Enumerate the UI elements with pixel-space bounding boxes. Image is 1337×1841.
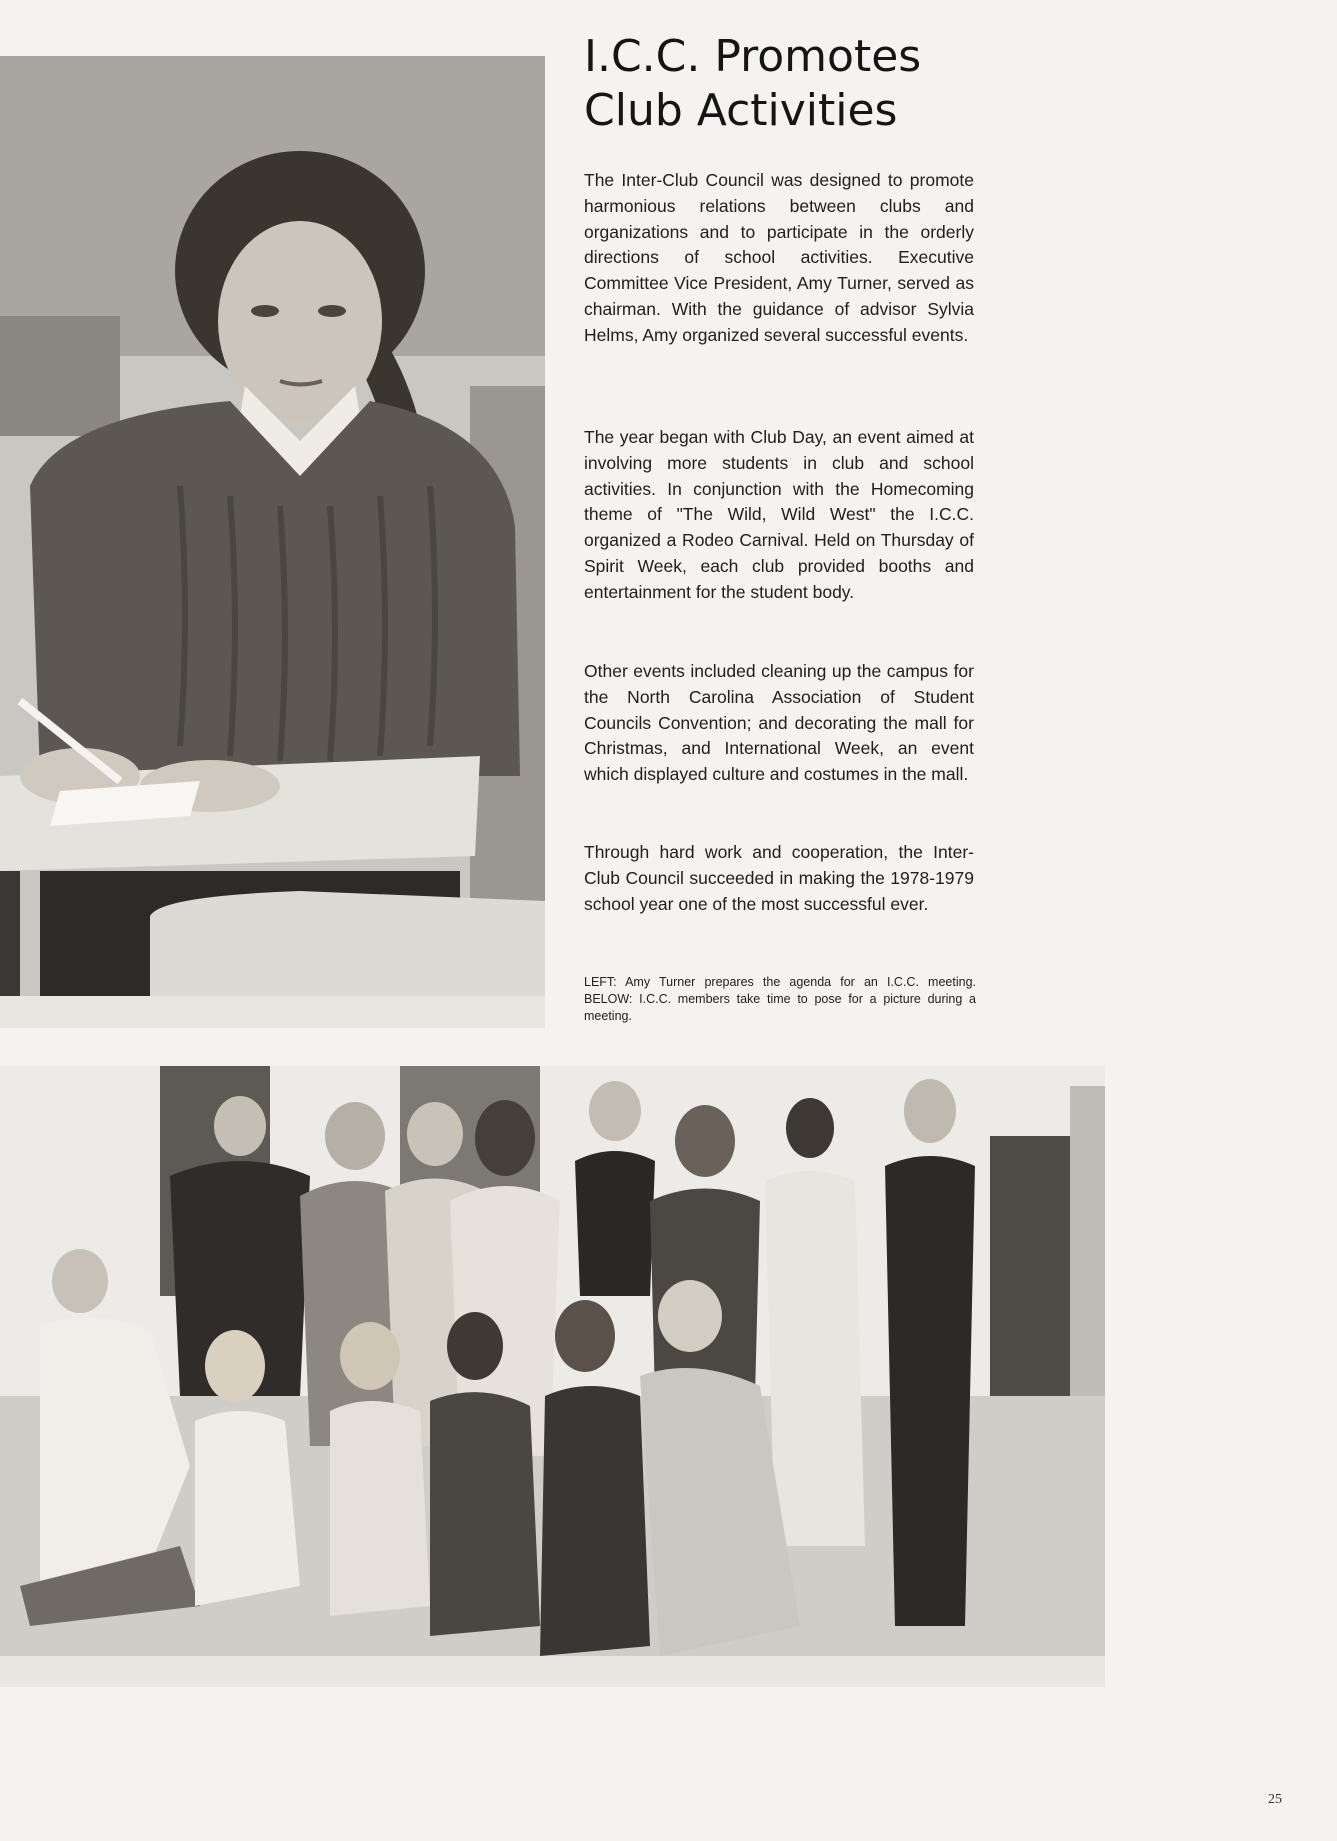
paragraph-4: Through hard work and cooperation, the Inter-Club Council succeeded in making the 1978-1979 school year one of the most successful ever. [584, 842, 974, 914]
photo-caption: LEFT: Amy Turner prepares the agenda for an I.C.C. meeting. BELOW: I.C.C. members take time to pose for a picture during a meeting. [584, 975, 976, 1023]
photo-amy-turner [0, 56, 545, 1028]
paragraph-2: The year began with Club Day, an event aimed at involving more students in club and school activities. In conjunction with the Homecoming theme of "The Wild, Wild West" the I.C.C. organized a Rodeo Carnival. Held on Thursday of Spirit Week, each club provided booths and entertainment for the student body. [584, 427, 974, 602]
photo-icc-members-group [0, 1066, 1105, 1687]
paragraph-3: Other events included cleaning up the campus for the North Carolina Association of Student Councils Convention; and decorating the mall for Christmas, and International Week, an event which displayed culture and costumes in the mall. [584, 661, 974, 785]
paragraph-1: The Inter-Club Council was designed to promote harmonious relations between clubs and organizations and to participate in the orderly directions of school activities. Executive Committee Vice President, Amy Turner, served as chairman. With the guidance of advisor Sylvia Helms, Amy organized several successful events. [584, 170, 974, 345]
page-number: 25 [1268, 1792, 1282, 1807]
article-title: I.C.C. Promotes Club Activities [584, 31, 922, 136]
